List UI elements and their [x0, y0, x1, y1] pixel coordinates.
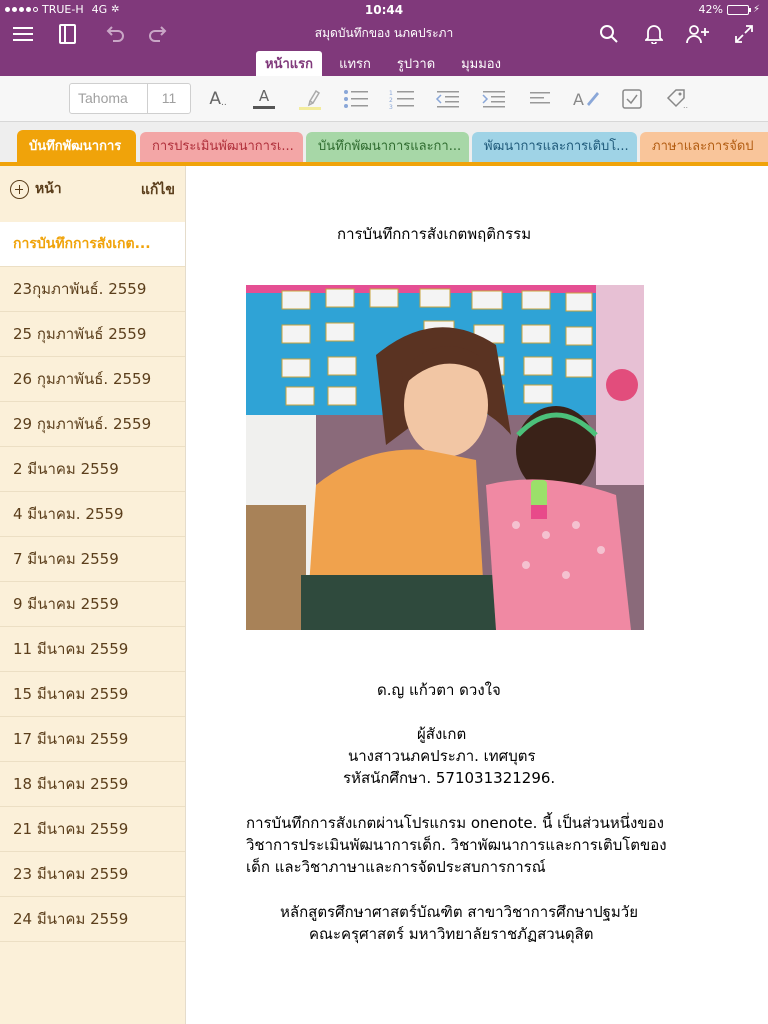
tab-insert[interactable]: แทรก — [339, 57, 371, 72]
page-item[interactable]: 23 มีนาคม 2559 — [0, 852, 185, 897]
add-page-button[interactable] — [10, 178, 62, 200]
ribbon-tabs — [0, 48, 768, 76]
svg-text:1: 1 — [389, 90, 393, 97]
notebook-title: สมุดบันทึกของ นภคประภา — [314, 26, 454, 40]
checkbox-tag-icon[interactable] — [617, 85, 647, 113]
page-item[interactable]: 17 มีนาคม 2559 — [0, 717, 185, 762]
status-time: 10:44 — [364, 3, 404, 17]
description-line-1[interactable]: การบันทึกการสังเกตผ่านโปรแกรม onenote. นี้ เป็นส่วนหนึ่งของ — [246, 814, 664, 832]
formatting-toolbar — [0, 76, 768, 122]
section-tab-development-growth-notes[interactable]: บันทึกพัฒนาการและกา... — [306, 132, 469, 162]
plus-circle-icon — [10, 180, 29, 199]
student-id[interactable]: รหัสนักศึกษา. 571031321296. — [343, 769, 556, 787]
tag-icon[interactable] — [663, 85, 693, 113]
numbered-list-icon[interactable] — [387, 85, 417, 113]
page-list-header — [0, 166, 185, 210]
fullscreen-icon[interactable] — [732, 22, 756, 46]
faculty-line[interactable]: คณะครุศาสตร์ มหาวิทยาลัยราชภัฏสวนดุสิต — [309, 925, 594, 943]
status-right — [699, 3, 760, 16]
carrier-name: TRUE-H — [42, 3, 84, 16]
font-picker — [69, 83, 191, 114]
page-list-pane — [0, 166, 186, 1024]
page-list — [0, 222, 185, 942]
tab-draw[interactable]: รูปวาด — [396, 57, 436, 72]
battery-percent: 42% — [698, 3, 723, 16]
align-left-icon[interactable] — [525, 85, 555, 113]
highlighter-icon[interactable] — [295, 85, 325, 113]
observer-label[interactable]: ผู้สังเกต — [417, 725, 467, 743]
tab-view[interactable]: มุมมอง — [461, 57, 501, 72]
tab-home[interactable]: หน้าแรก — [256, 51, 322, 76]
note-canvas[interactable] — [187, 166, 768, 1024]
page-item[interactable]: 26 กุมภาพันธ์. 2559 — [0, 357, 185, 402]
activity-icon: ✲ — [111, 4, 120, 15]
title-bar — [0, 20, 768, 48]
description-line-3[interactable]: เด็ก และวิชาภาษาและการจัดประสบการการณ์ — [246, 858, 546, 876]
photo-teacher-and-child — [246, 285, 644, 630]
page-item[interactable]: 9 มีนาคม 2559 — [0, 582, 185, 627]
clear-formatting-icon[interactable] — [571, 85, 601, 113]
svg-text:3: 3 — [389, 104, 393, 109]
section-tabs — [0, 122, 768, 164]
network-type: 4G — [91, 3, 108, 16]
svg-text:A: A — [573, 90, 584, 109]
svg-text:..: .. — [683, 101, 689, 110]
page-item[interactable]: 11 มีนาคม 2559 — [0, 627, 185, 672]
battery-icon — [727, 5, 749, 15]
note-heading[interactable]: การบันทึกการสังเกตพฤติกรรม — [337, 225, 532, 243]
bell-icon[interactable] — [642, 22, 666, 46]
page-item[interactable]: 2 มีนาคม 2559 — [0, 447, 185, 492]
search-icon[interactable] — [597, 22, 621, 46]
page-item[interactable]: 29 กุมภาพันธ์. 2559 — [0, 402, 185, 447]
font-size-field[interactable]: 11 — [161, 90, 177, 106]
observer-name[interactable]: นางสาวนภคประภา. เทศบุตร — [348, 747, 536, 765]
font-color-icon: A — [253, 89, 275, 109]
font-name-field[interactable]: Tahoma — [70, 84, 148, 113]
description-line-2[interactable]: วิชาการประเมินพัฒนาการเด็ก. วิชาพัฒนาการและการเติบโตของ — [246, 836, 667, 854]
add-page-label: หน้า — [35, 181, 62, 197]
increase-indent-icon[interactable] — [479, 85, 509, 113]
page-item[interactable]: 23กุมภาพันธ์. 2559 — [0, 267, 185, 312]
add-person-icon[interactable] — [686, 22, 710, 46]
page-item[interactable]: 4 มีนาคม. 2559 — [0, 492, 185, 537]
text-style-icon: A — [209, 89, 221, 109]
edit-pages-button[interactable]: แก้ไข — [140, 182, 175, 198]
page-item[interactable]: 24 มีนาคม 2559 — [0, 897, 185, 942]
section-tab-growth[interactable]: พัฒนาการและการเติบโ... — [472, 132, 637, 162]
bulleted-list-icon[interactable] — [341, 85, 371, 113]
font-color-button[interactable] — [249, 85, 279, 113]
section-tab-development-notes[interactable]: บันทึกพัฒนาการ — [17, 130, 136, 164]
page-item-active[interactable]: การบันทึกการสังเกต... — [0, 222, 185, 267]
section-tab-language[interactable]: ภาษาและการจัดป — [640, 132, 768, 162]
child-name[interactable]: ด.ญ แก้วตา ดวงใจ — [377, 681, 501, 699]
page-item[interactable]: 15 มีนาคม 2559 — [0, 672, 185, 717]
svg-text:2: 2 — [389, 97, 393, 104]
observation-photo[interactable] — [246, 285, 644, 630]
text-style-button[interactable]: A .. — [209, 89, 227, 109]
decrease-indent-icon[interactable] — [433, 85, 463, 113]
status-bar — [0, 0, 768, 20]
page-item[interactable]: 7 มีนาคม 2559 — [0, 537, 185, 582]
section-tab-assessment[interactable]: การประเมินพัฒนาการเ... — [140, 132, 303, 162]
page-item[interactable]: 18 มีนาคม 2559 — [0, 762, 185, 807]
page-item[interactable]: 21 มีนาคม 2559 — [0, 807, 185, 852]
page-item[interactable]: 25 กุมภาพันธ์ 2559 — [0, 312, 185, 357]
charging-icon: ⚡ — [752, 4, 760, 15]
program-line[interactable]: หลักสูตรศึกษาศาสตร์บัณฑิต สาขาวิชาการศึกษาปฐมวัย — [280, 903, 638, 921]
